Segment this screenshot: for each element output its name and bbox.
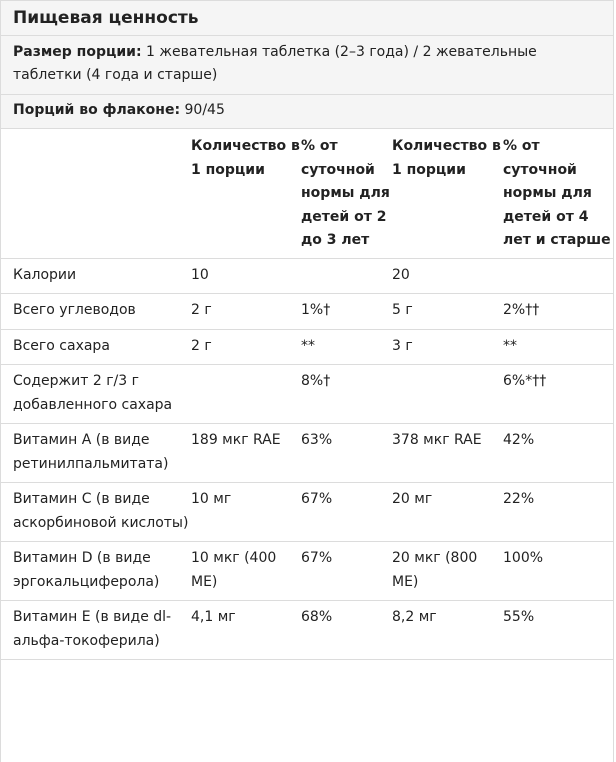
nutrient-amount-1 — [191, 365, 301, 424]
nutrient-amount-2: 20 мкг (800 МЕ) — [392, 550, 478, 590]
nutrient-name: Витамин C (в виде аскорбиновой кислоты) — [13, 491, 189, 531]
nutrient-dv-2: 2%†† — [503, 302, 540, 318]
nutrient-amount-1: 10 — [191, 266, 209, 283]
nutrient-amount-2: 5 г — [392, 302, 413, 318]
nutrient-amount-2: 378 мкг RAE — [392, 432, 482, 448]
nutrient-dv-1: 67% — [301, 550, 333, 566]
nutrient-amount-2: 8,2 мг — [392, 609, 437, 625]
nutrient-name: Калории — [13, 266, 77, 283]
nutrient-amount-2: 20 — [392, 266, 410, 283]
nutrient-amount-1: 10 мкг (400 МЕ) — [191, 550, 277, 590]
table-row — [1, 329, 613, 365]
nutrient-name: Содержит 2 г/3 г добавленного сахара — [13, 373, 173, 413]
nutrient-dv-1: 67% — [301, 491, 333, 507]
nutrient-amount-1: 189 мкг RAE — [191, 432, 281, 448]
table-row — [1, 258, 613, 294]
table-row — [1, 542, 613, 601]
nutrient-dv-2: 55% — [503, 609, 535, 625]
nutrient-dv-1: 63% — [301, 432, 333, 448]
serving-size-label: Размер порции: — [13, 44, 142, 60]
header-dv-1: % от суточной нормы для детей от 2 до 3 лет — [301, 138, 390, 248]
table-row — [1, 294, 613, 330]
table-row — [1, 424, 613, 483]
nutrient-dv-1: 1%† — [301, 302, 331, 318]
nutrient-dv-2: 42% — [503, 432, 535, 448]
nutrient-amount-2 — [392, 365, 503, 424]
nutrient-name: Витамин A (в виде ретинилпальмитата) — [13, 432, 169, 472]
nutrient-name: Всего сахара — [13, 337, 110, 354]
nutrient-dv-2 — [503, 258, 613, 294]
servings-per-container-row — [1, 95, 613, 129]
nutrient-name: Всего углеводов — [13, 302, 136, 318]
nutrient-amount-1: 4,1 мг — [191, 609, 236, 625]
panel-title: Пищевая ценность — [1, 1, 613, 36]
serving-size-row — [1, 36, 613, 95]
header-amount-1: Количество в 1 порции — [191, 138, 300, 178]
nutrient-dv-2: ** — [503, 337, 517, 354]
nutrient-amount-1: 2 г — [191, 302, 212, 318]
nutrition-table — [1, 129, 613, 660]
nutrient-amount-2: 20 мг — [392, 491, 433, 507]
table-row — [1, 483, 613, 542]
nutrient-dv-1: 68% — [301, 609, 333, 625]
servings-per-container-label: Порций во флаконе: — [13, 102, 181, 118]
header-amount-2: Количество в 1 порции — [392, 138, 501, 178]
serving-size-value: 1 жевательная таблетка (2–3 года) / 2 жевательные таблетки (4 года и старше) — [13, 44, 537, 83]
nutrient-name: Витамин E (в виде dl-альфа-токоферила) — [13, 609, 172, 649]
nutrient-amount-1: 10 мг — [191, 491, 232, 507]
nutrient-dv-1: 8%† — [301, 373, 331, 389]
nutrient-dv-2: 100% — [503, 550, 544, 566]
nutrient-dv-1: ** — [301, 337, 315, 354]
header-empty — [1, 129, 191, 258]
nutrient-dv-2: 6%*†† — [503, 373, 547, 389]
table-header-row — [1, 129, 613, 258]
table-row — [1, 601, 613, 660]
header-dv-2: % от суточной нормы для детей от 4 лет и старше — [503, 138, 611, 248]
nutrient-name: Витамин D (в виде эргокальциферола) — [13, 550, 160, 590]
nutrient-amount-1: 2 г — [191, 337, 212, 354]
nutrient-amount-2: 3 г — [392, 337, 413, 354]
table-row — [1, 365, 613, 424]
servings-per-container-value: 90/45 — [180, 102, 225, 118]
nutrient-dv-2: 22% — [503, 491, 535, 507]
nutrient-dv-1 — [301, 258, 392, 294]
